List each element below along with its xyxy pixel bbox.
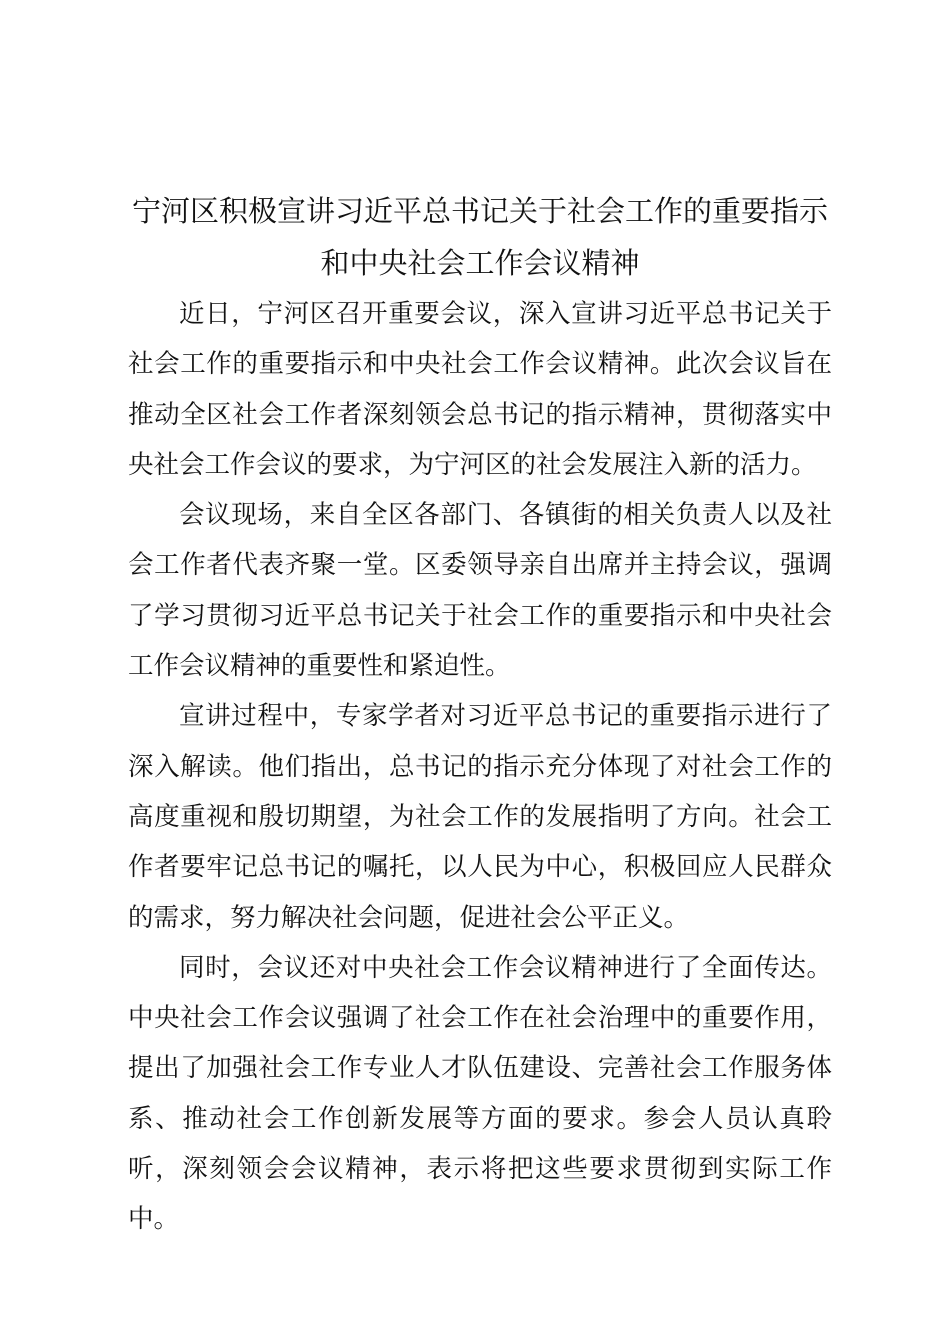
paragraph-4: 同时，会议还对中央社会工作会议精神进行了全面传达。中央社会工作会议强调了社会工作在社会治理中的重要作用，提出了加强社会工作专业人才队伍建设、完善社会工作服务体系、推动社会工作创新发展等方面的要求。参会人员认真聆听，深刻领会会议精神，表示将把这些要求贯彻到实际工作中。 — [128, 952, 832, 1235]
title-line-2: 和中央社会工作会议精神 — [320, 246, 640, 280]
paragraph-3: 宣讲过程中，专家学者对习近平总书记的重要指示进行了深入解读。他们指出，总书记的指示充分体现了对社会工作的高度重视和殷切期望，为社会工作的发展指明了方向。社会工作者要牢记总书记的嘱托，以人民为中心，积极回应人民群众的需求，努力解决社会问题，促进社会公平正义。 — [128, 701, 832, 933]
document-page — [128, 185, 832, 1245]
title-line-1: 宁河区积极宣讲习近平总书记关于社会工作的重要指示 — [131, 194, 828, 228]
paragraph-2: 会议现场，来自全区各部门、各镇街的相关负责人以及社会工作者代表齐聚一堂。区委领导亲自出席并主持会议，强调了学习贯彻习近平总书记关于社会工作的重要指示和中央社会工作会议精神的重要性和紧迫性。 — [128, 500, 832, 682]
paragraph-1: 近日，宁河区召开重要会议，深入宣讲习近平总书记关于社会工作的重要指示和中央社会工作会议精神。此次会议旨在推动全区社会工作者深刻领会总书记的指示精神，贯彻落实中央社会工作会议的要求，为宁河区的社会发展注入新的活力。 — [128, 299, 832, 480]
document-title — [122, 185, 838, 289]
